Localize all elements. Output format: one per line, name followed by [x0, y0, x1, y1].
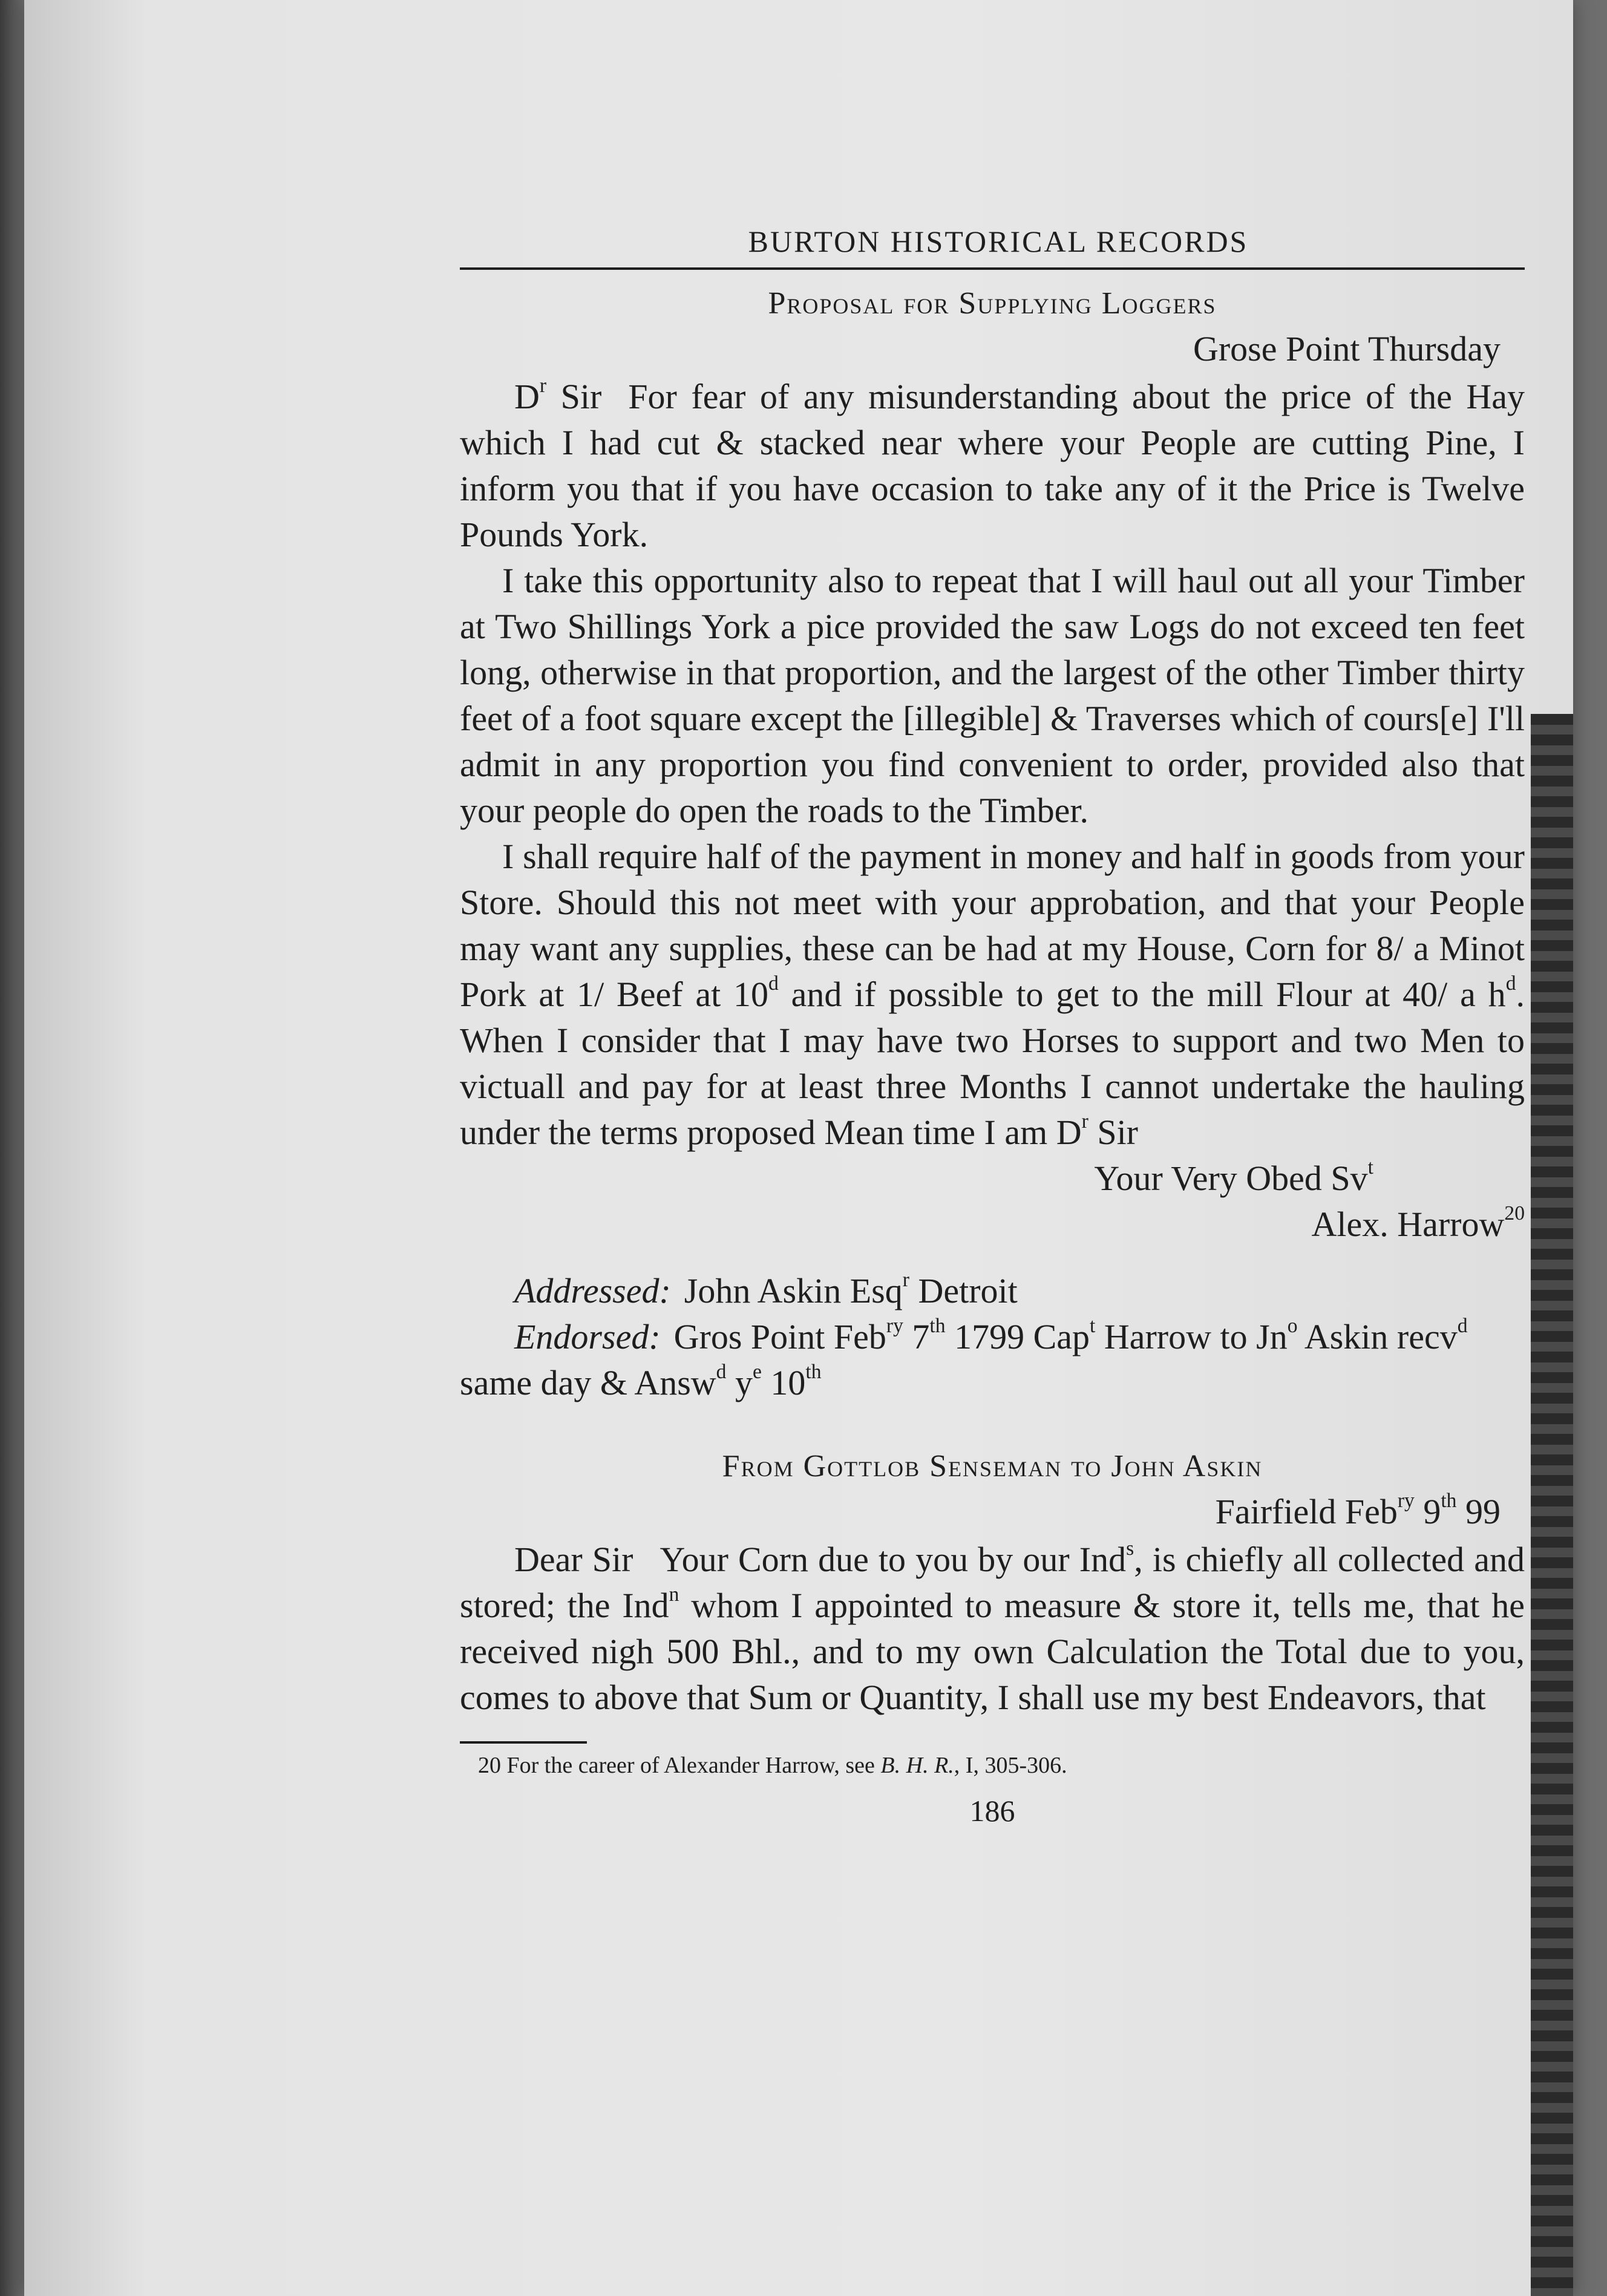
running-head: BURTON HISTORICAL RECORDS [748, 224, 1249, 258]
page-number: 186 [969, 1794, 1015, 1828]
book-page [24, 0, 1573, 2296]
dateline-1: Grose Point Thursday [1193, 329, 1501, 368]
addressed-note: Addressed: John Askin Esq$^r$ Detroit [514, 1269, 1018, 1310]
salutation-2: Dear Sir [514, 1540, 633, 1579]
signature: Alex. Harrow$^{20}$ [1311, 1202, 1525, 1244]
footnote: 20 For the career of Alexander Harrow, see B. H. R., I, 305-306. [478, 1753, 1067, 1778]
torn-page-edge [1531, 714, 1573, 2296]
footnote-rule [460, 1741, 587, 1744]
endorsed-note: Endorsed: Gros Point Feb$^{ry}$ 7th 1799 Cap$^t$ Harrow to Jn$^o$ Askin recv$^d$ same day & Answ$^d$ $y^e$ 10th [460, 1315, 1468, 1402]
closing-line: Your Very Obed Sv$^t$ [1094, 1156, 1373, 1198]
dateline-2: Fairfield Feb$^{ry}$ 9th 99 [1215, 1490, 1501, 1531]
page-text-block [460, 224, 1525, 1828]
paragraph-4: Dear Sir Your Corn due to you by our Ind$^s$, is chiefly all collected and stored; the Ind$^n$ whom I appointed to measure & store it, tells me, that he received nigh 500 Bhl., and to my own Calculation the Total due to you, comes to above that Sum or Quantity, I shall use my best Endeavors, that [460, 1537, 1525, 1717]
header-rule [460, 267, 1525, 270]
document-title-1: Proposal for Supplying Loggers [768, 286, 1217, 321]
paragraph-1: $D^r$ Sir For fear of any misunderstanding about the price of the Hay which I had cut & stacked near where your People are cutting Pine, I inform you that if you have occasion to take any of it the Price is Twelve Pounds York. [460, 374, 1525, 554]
document-title-2: From Gottlob Senseman to John Askin [722, 1449, 1263, 1483]
paragraph-2: I take this opportunity also to repeat that I will haul out all your Timber at Two Shillings York a pice provided the saw Logs do not exceed ten feet long, otherwise in that proportion, and the largest of the other Timber thirty feet of a foot square except the [illegible] & Traverses which of cours[e] I'll admit in any proportion you find convenient to order, provided also that your people do open the roads to the Timber. [460, 561, 1525, 830]
paragraph-3: I shall require half of the payment in money and half in goods from your Store. Should this not meet with your approbation, and that your People may want any supplies, these can be had at my House, Corn for 8/ a Minot Pork at 1/ Beef at 10$^d$ and if possible to get to the mill Flour at 40/ a $h^d$. When I consider that I may have two Horses to support and two Men to victuall and pay for at least three Months I cannot undertake the hauling under the terms proposed Mean time I am $D^r$ Sir [460, 837, 1525, 1152]
salutation-1: $D^r$ Sir [514, 374, 602, 416]
footnote-ref: 20 [1504, 1202, 1525, 1225]
